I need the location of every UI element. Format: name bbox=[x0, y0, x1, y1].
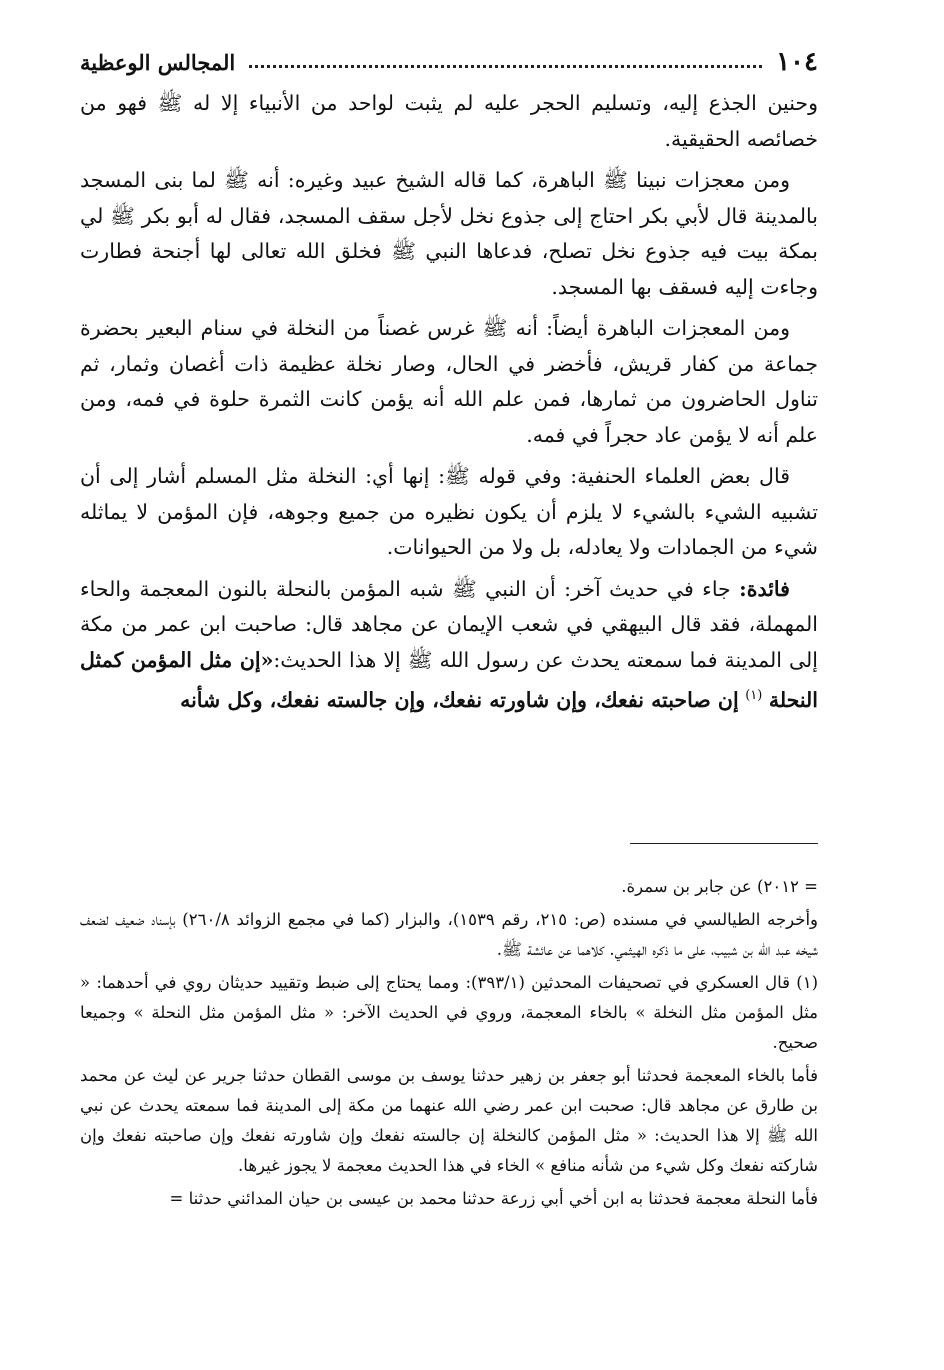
main-text bbox=[80, 86, 818, 724]
footnote-1-khaa: فأما بالخاء المعجمة فحدثنا أبو جعفر بن زهير حدثنا يوسف بن موسى القطان حدثنا جرير عن ليث عن محمد بن طارق عن مجاهد قال: صحبت ابن عمر رضي الله عنهما من مكة إلى المدينة فما سمعته يحدث عن نبي الله ﷺ إلا هذا الحديث: « مثل المؤمن كالنخلة إن جالسته نفعك وإن شاورته نفعك وإن صاحبته نفعك وإن شاركته نفعك وكل شيء من شأنه منافع » الخاء في هذا الحديث معجمة لا يجوز غيرها. bbox=[80, 1066, 818, 1175]
running-title: المجالس الوعظية bbox=[80, 49, 236, 75]
paragraph-5-text: جاء في حديث آخر: أن النبي ﷺ شبه المؤمن بالنحلة بالنون المعجمة والحاء المهملة، فقد قال البيهقي في شعب الإيمان عن مجاهد قال: صاحبت ابن عمر من مكة إلى المدينة فما سمعته يحدث عن رسول الله ﷺ إلا هذا الحديث: bbox=[80, 576, 818, 672]
benefit-label: فائدة: bbox=[739, 576, 790, 601]
page-header bbox=[80, 44, 818, 80]
paragraph-1: وحنين الجذع إليه، وتسليم الحجر عليه لم يثبت لواحد من الأنبياء إلا له ﷺ فهو من خصائصه الحقيقية. bbox=[80, 91, 818, 151]
page-number: ١٠٤ bbox=[776, 47, 818, 77]
paragraph-2: ومن معجزات نبينا ﷺ الباهرة، كما قاله الشيخ عبيد وغيره: أنه ﷺ لما بنى المسجد بالمدينة قال لأبي بكر احتاج إلى جذوع نخل لأجل سقف المسجد، فقال له أبو بكر ﷺ لي بمكة بيت فيه جذوع نخل تصلح، فدعاها النبي ﷺ فخلق الله تعالى لها أجنحة فطارت وجاءت إليه فسقف بها المسجد. bbox=[80, 168, 818, 299]
paragraph-3: ومن المعجزات الباهرة أيضاً: أنه ﷺ غرس غصناً من النخلة في سنام البعير بحضرة جماعة من كفار قريش، فأخضر في الحال، وصار نخلة عظيمة ذات أغصان وثمار، ثم تناول الحاضرون من ثمارها، فمن علم الله أنه يؤمن كانت الثمرة حلوة في فمه، ومن علم أنه لا يؤمن عاد حجراً في فمه. bbox=[80, 316, 818, 447]
footnote-continuation: = ٢٠١٢) عن جابر بن سمرة. bbox=[621, 877, 818, 896]
hadith-quote-part-1: «إن مثل المؤمن كمثل النحلة bbox=[80, 647, 818, 712]
paragraph-4: قال بعض العلماء الحنفية: وفي قوله ﷺ: إنها أي: النخلة مثل المسلم أشار إلى أن تشبيه الشيء بالشيء لا يلزم أن يكون نظيره من جميع وجوهه، فإن المؤمن لا يماثله شيء من الجمادات ولا يعادله، بل ولا من الحيوانات. bbox=[80, 464, 818, 559]
hadith-quote-part-2: إن صاحبته نفعك، وإن شاورته نفعك، وإن جالسته نفعك، وكل شأنه bbox=[180, 687, 739, 712]
header-dotted-leader bbox=[249, 65, 762, 68]
footnote-1: (١) قال العسكري في تصحيفات المحدثين (٣٩٣/١): ومما يحتاج إلى ضبط وتقييد حديثان روي في أحدهما: « مثل المؤمن مثل النخلة » بالخاء المعجمة، وروي في الحديث الآخر: « مثل المؤمن مثل النحلة » وجميعا صحيح. bbox=[80, 973, 818, 1052]
footnote-separator bbox=[630, 843, 818, 844]
footnote-tayalisi: وأخرجه الطيالسي في مسنده (ص: ٢١٥، رقم ١٥٣٩)، والبزار (كما في مجمع الزوائد ٢٦٠/٨) بإسناد ضعيف لضعف شيخه عبد الله بن شبيب، على ما ذكره الهيثمي. كلاهما عن عائشة ﷺ. bbox=[80, 910, 818, 959]
footnote-reference: (١) bbox=[745, 688, 763, 703]
paragraph-5 bbox=[80, 572, 818, 719]
footnote-1-haa: فأما النحلة معجمة فحدثنا به ابن أخي أبي زرعة حدثنا محمد بن عيسى بن حيان المدائني حدثنا = bbox=[169, 1189, 818, 1208]
footnotes bbox=[80, 872, 818, 1217]
